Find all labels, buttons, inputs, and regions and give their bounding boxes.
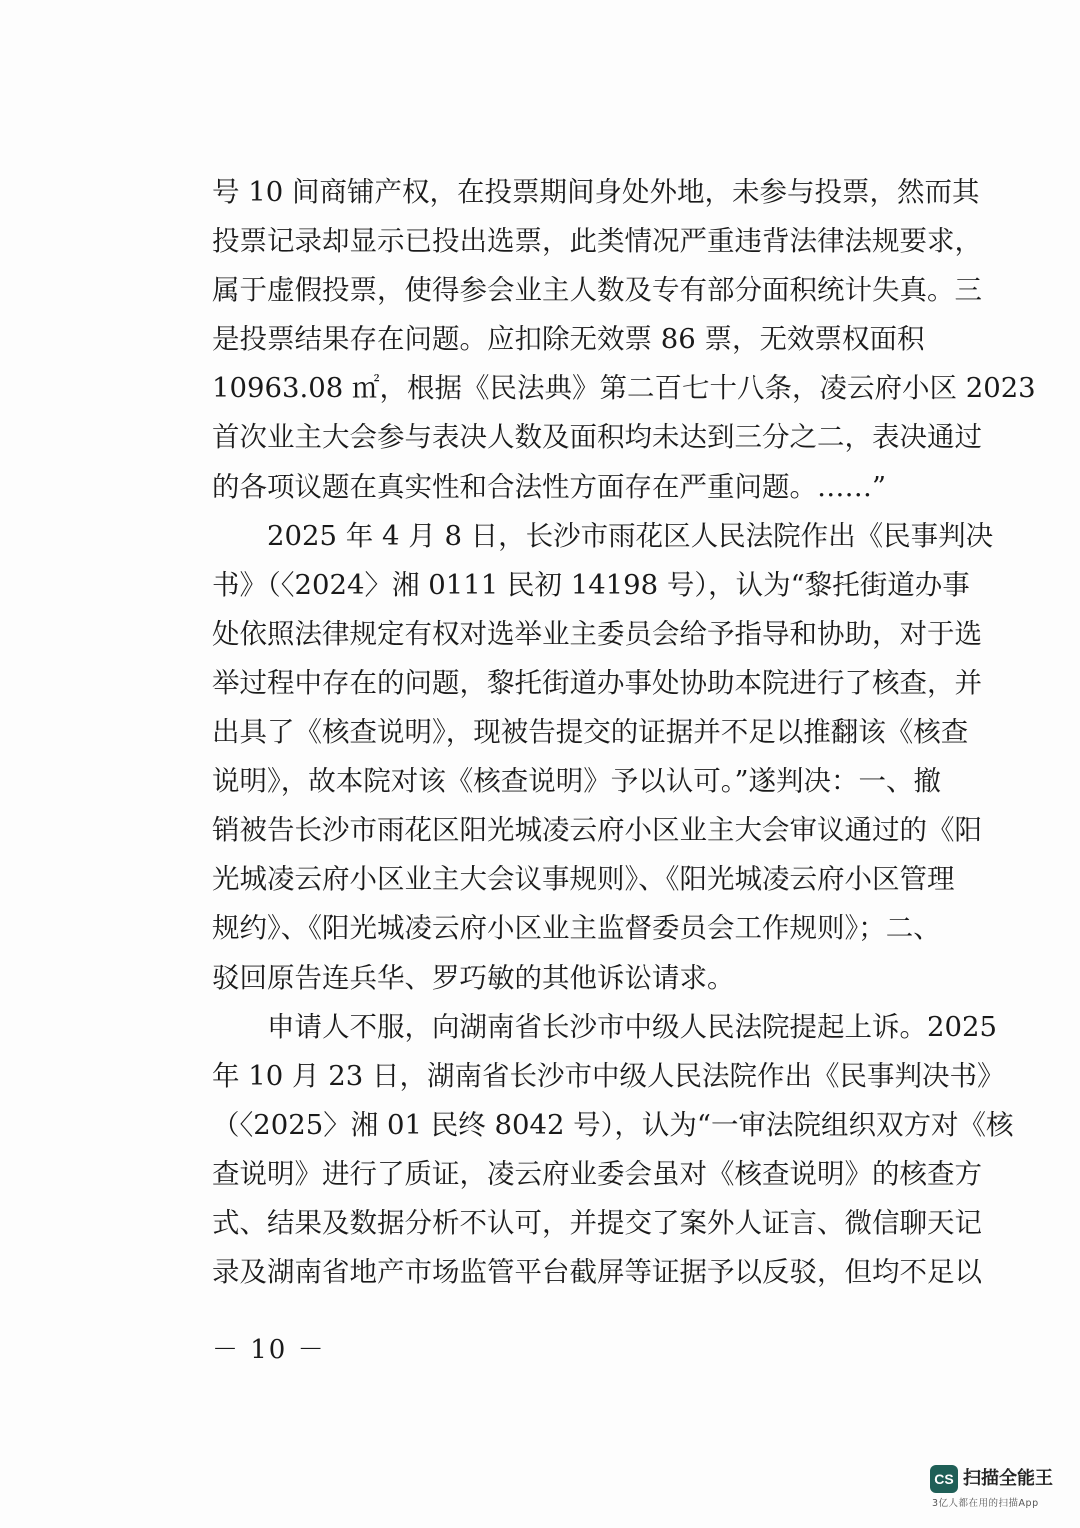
text-line: 的各项议题在真实性和合法性方面存在严重问题。……” xyxy=(212,470,887,503)
text-line: 出具了《核查说明》，现被告提交的证据并不足以推翻该《核查 xyxy=(212,716,969,749)
text-line: 是投票结果存在问题。应扣除无效票 86 票，无效票权面积 xyxy=(212,323,925,356)
text-line: 规约》、《阳光城凌云府小区业主监督委员会工作规则》；二、 xyxy=(212,912,941,945)
text-line: 首次业主大会参与表决人数及面积均未达到三分之二，表决通过 xyxy=(212,421,982,454)
page-number: － 10 － xyxy=(212,1335,326,1365)
text-line: 2025 年 4 月 8 日，长沙市雨花区人民法院作出《民事判决 xyxy=(212,519,994,552)
text-line: 属于虚假投票，使得参会业主人数及专有部分面积统计失真。三 xyxy=(212,274,982,307)
text-line: 查说明》进行了质证，凌云府业委会虽对《核查说明》的核查方 xyxy=(212,1157,982,1190)
document-body xyxy=(212,168,1036,1297)
text-line: 举过程中存在的问题，黎托街道办事处协助本院进行了核查，并 xyxy=(212,666,982,699)
text-line: 光城凌云府小区业主大会议事规则》、《阳光城凌云府小区管理 xyxy=(212,863,955,896)
text-line: 驳回原告连兵华、罗巧敏的其他诉讼请求。 xyxy=(212,961,735,994)
scanner-watermark xyxy=(930,1463,1066,1515)
text-line: 年 10 月 23 日，湖南省长沙市中级人民法院作出《民事判决书》 xyxy=(212,1059,1005,1092)
text-line: 式、结果及数据分析不认可，并提交了案外人证言、微信聊天记 xyxy=(212,1206,982,1239)
text-line: 号 10 间商铺产权，在投票期间身处外地，未参与投票，然而其 xyxy=(212,176,980,208)
text-line: 申请人不服，向湖南省长沙市中级人民法院提起上诉。2025 xyxy=(212,1010,997,1043)
watermark-tagline: 3亿人都在用的扫描App xyxy=(932,1498,1039,1509)
text-line: 说明》，故本院对该《核查说明》予以认可。”遂判决：一、撤 xyxy=(212,765,942,798)
watermark-brand: 扫描全能王 xyxy=(963,1468,1053,1489)
camscanner-logo-icon: CS xyxy=(930,1465,958,1493)
text-line: 录及湖南省地产市场监管平台截屏等证据予以反驳，但均不足以 xyxy=(212,1256,982,1289)
text-line: 投票记录却显示已投出选票，此类情况严重违背法律法规要求， xyxy=(212,225,982,258)
text-line: 销被告长沙市雨花区阳光城凌云府小区业主大会审议通过的《阳 xyxy=(212,814,982,847)
text-line: （〈2025〉湘 01 民终 8042 号），认为“一审法院组织双方对《核 xyxy=(212,1108,1014,1141)
text-line: 10963.08 ㎡，根据《民法典》第二百七十八条，凌云府小区 2023 xyxy=(212,372,1036,405)
text-line: 处依照法律规定有权对选举业主委员会给予指导和协助，对于选 xyxy=(212,617,982,650)
text-line: 书》（〈2024〉湘 0111 民初 14198 号），认为“黎托街道办事 xyxy=(212,568,970,601)
